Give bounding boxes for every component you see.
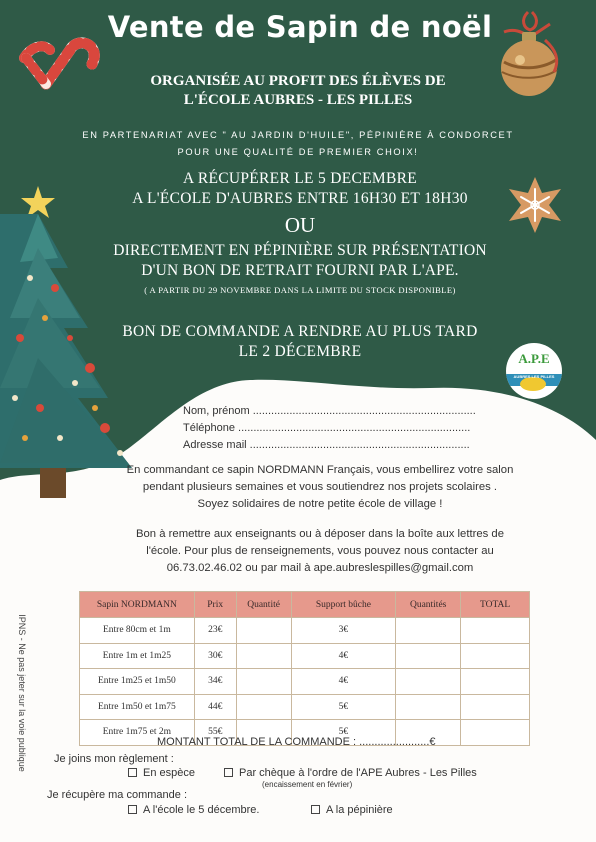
col-header-total: TOTAL — [461, 592, 530, 618]
contact-line-2: l'école. Pour plus de renseignements, vous pouvez nous contacter au — [146, 545, 494, 557]
size-cell: Entre 1m75 et 2m — [80, 720, 195, 746]
contact-line-1: Bon à remettre aux enseignants ou à déposer dans la boîte aux lettres de — [135, 528, 504, 540]
quantity-cell[interactable] — [236, 669, 291, 695]
support-quantity-cell[interactable] — [396, 643, 461, 669]
quantity-cell[interactable] — [236, 694, 291, 720]
pickup-nursery-option[interactable] — [311, 804, 393, 816]
col-header-support: Support bûche — [291, 592, 396, 618]
message-line-2: pendant plusieurs semaines et vous soutiendrez nos projets scolaires . — [142, 481, 498, 493]
table-row — [80, 694, 530, 720]
cash-checkbox[interactable] — [128, 768, 137, 777]
contact-line-3: 06.73.02.46.02 ou par mail à ape.aubreslespilles@gmail.com — [166, 562, 474, 574]
nursery-info — [70, 241, 530, 281]
ape-logo — [506, 343, 562, 399]
logo-text: A.P.E — [518, 351, 550, 366]
support-quantity-cell[interactable] — [396, 694, 461, 720]
partner-text — [20, 127, 576, 161]
col-header-quantites: Quantités — [396, 592, 461, 618]
order-table — [79, 591, 530, 746]
total-cell[interactable] — [461, 694, 530, 720]
organizer-subtitle — [100, 72, 496, 110]
total-cell[interactable] — [461, 669, 530, 695]
table-row — [80, 669, 530, 695]
pickup-line-1: A RÉCUPÉRER LE 5 DECEMBRE — [183, 170, 417, 187]
cheque-note: (encaissement en février) — [262, 780, 353, 789]
cheque-checkbox[interactable] — [224, 768, 233, 777]
price-cell: 44€ — [194, 694, 236, 720]
payment-cheque-option[interactable] — [224, 767, 477, 779]
payment-cash-option[interactable] — [128, 767, 195, 779]
quantity-cell[interactable] — [236, 643, 291, 669]
support-quantity-cell[interactable] — [396, 669, 461, 695]
support-cell: 5€ — [291, 720, 396, 746]
page-title: Vente de Sapin de noël — [107, 10, 493, 44]
price-cell: 55€ — [194, 720, 236, 746]
email-field[interactable]: Adresse mail ........................................................................ — [183, 439, 470, 451]
nursery-note: ( A PARTIR DU 29 NOVEMBRE DANS LA LIMITE DU STOCK DISPONIBLE) — [144, 285, 456, 295]
quantity-cell[interactable] — [236, 618, 291, 644]
logo-subtext: AUBRES LES PILLES — [513, 374, 555, 379]
table-row — [80, 618, 530, 644]
deadline-line-1: BON DE COMMANDE A RENDRE AU PLUS TARD — [122, 323, 478, 340]
table-row — [80, 643, 530, 669]
or-separator: OU — [284, 213, 316, 237]
nursery-checkbox[interactable] — [311, 805, 320, 814]
support-cell: 4€ — [291, 643, 396, 669]
nursery-line-1: DIRECTEMENT EN PÉPINIÈRE SUR PRÉSENTATION — [113, 242, 487, 259]
price-cell: 30€ — [194, 643, 236, 669]
order-deadline — [100, 322, 500, 362]
cash-label: En espèce — [143, 767, 195, 779]
nursery-label: A la pépinière — [326, 804, 393, 816]
contact-info — [90, 526, 550, 577]
pickup-school-option[interactable] — [128, 804, 259, 816]
school-checkbox[interactable] — [128, 805, 137, 814]
total-cell[interactable] — [461, 643, 530, 669]
pickup-line-2: A L'ÉCOLE D'AUBRES ENTRE 16H30 ET 18H30 — [132, 190, 468, 207]
col-header-prix: Prix — [194, 592, 236, 618]
payment-label: Je joins mon règlement : — [54, 753, 174, 765]
pickup-info — [80, 169, 520, 209]
phone-field[interactable]: Téléphone ............................................................................ — [183, 422, 471, 434]
support-cell: 4€ — [291, 669, 396, 695]
partner-line-2: POUR UNE QUALITÉ DE PREMIER CHOIX! — [177, 147, 419, 157]
col-header-quantite: Quantité — [236, 592, 291, 618]
name-field[interactable]: Nom, prénom ......................................................................... — [183, 405, 476, 417]
support-message — [100, 462, 540, 513]
cheque-label: Par chèque à l'ordre de l'APE Aubres - Les Pilles — [239, 767, 477, 779]
deadline-line-2: LE 2 DÉCEMBRE — [238, 343, 362, 360]
price-cell: 34€ — [194, 669, 236, 695]
size-cell: Entre 1m25 et 1m50 — [80, 669, 195, 695]
support-cell: 3€ — [291, 618, 396, 644]
pickup-choice-label: Je récupère ma commande : — [47, 789, 188, 801]
order-total[interactable]: MONTANT TOTAL DE LA COMMANDE : .......................€ — [157, 736, 436, 748]
total-cell[interactable] — [461, 618, 530, 644]
size-cell: Entre 1m50 et 1m75 — [80, 694, 195, 720]
support-cell: 5€ — [291, 694, 396, 720]
partner-line-1: EN PARTENARIAT AVEC " AU JARDIN D'HUILE", PÉPINIÈRE À CONDORCET — [82, 130, 514, 140]
total-cell[interactable] — [461, 720, 530, 746]
size-cell: Entre 80cm et 1m — [80, 618, 195, 644]
support-quantity-cell[interactable] — [396, 618, 461, 644]
col-header-sapin: Sapin NORDMANN — [80, 592, 195, 618]
subtitle-line-2: L'ÉCOLE AUBRES - LES PILLES — [183, 92, 413, 108]
price-cell: 23€ — [194, 618, 236, 644]
message-line-3: Soyez solidaires de notre petite école de village ! — [197, 498, 443, 510]
school-label: A l'école le 5 décembre. — [143, 804, 260, 816]
subtitle-line-1: ORGANISÉE AU PROFIT DES ÉLÈVES DE — [150, 73, 446, 89]
nursery-line-2: D'UN BON DE RETRAIT FOURNI PAR L'APE. — [141, 262, 459, 279]
message-line-1: En commandant ce sapin NORDMANN Français, vous embellirez votre salon — [126, 464, 514, 476]
size-cell: Entre 1m et 1m25 — [80, 643, 195, 669]
table-header-row — [80, 592, 530, 618]
ipns-notice: IPNS - Ne pas jeter sur la voie publique — [17, 614, 27, 772]
